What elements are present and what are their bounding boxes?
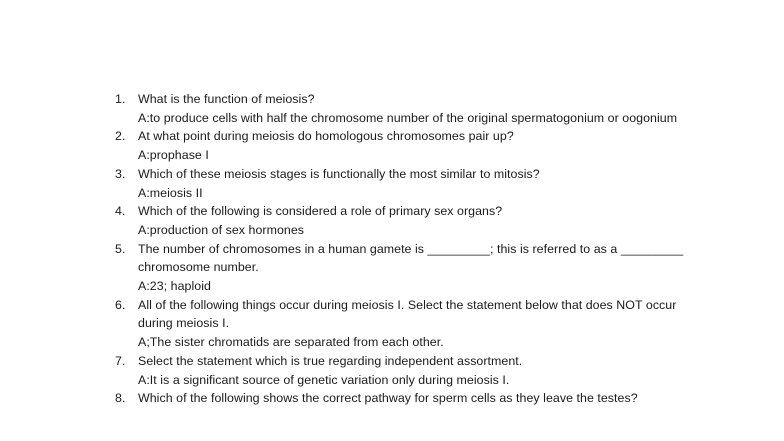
document-page [0,90,784,408]
question-list [0,90,784,408]
question-item-5 [0,240,698,296]
question-text: Which of these meiosis stages is functionally the most similar to mitosis? [138,166,540,181]
question-item-3 [0,165,698,202]
question-number: 5. [115,241,126,256]
question-item-4 [0,202,698,239]
question-number: 4. [115,204,126,219]
answer-text: A;The sister chromatids are separated from each other. [138,335,444,350]
question-item-1 [0,90,698,127]
question-text: What is the function of meiosis? [138,92,315,106]
question-number: 3. [115,166,126,181]
question-number: 6. [115,297,126,312]
question-item-8 [0,389,698,408]
question-text: The number of chromosomes in a human gamete is _________; this is referred to as a _________ chromosome number. [138,241,684,275]
question-text: At what point during meiosis do homologous chromosomes pair up? [138,129,514,144]
question-number: 7. [115,353,126,368]
question-item-6 [0,296,698,352]
question-number: 8. [115,391,126,406]
answer-text: A:production of sex hormones [138,222,305,237]
answer-text: A:meiosis II [138,185,203,200]
question-number: 2. [115,129,126,144]
question-number: 1. [115,92,126,106]
question-text: Select the statement which is true regarding independent assortment. [138,353,523,368]
answer-text: A:It is a significant source of genetic variation only during meiosis I. [138,372,510,387]
question-item-2 [0,127,698,164]
question-text: Which of the following is considered a role of primary sex organs? [138,204,503,219]
question-text: All of the following things occur during meiosis I. Select the statement below that does NOT occur during meiosis I. [138,297,677,331]
answer-text: A:23; haploid [138,279,211,294]
answer-text: A:to produce cells with half the chromosome number of the original spermatogonium or oogonium [138,110,678,125]
question-text: Which of the following shows the correct pathway for sperm cells as they leave the testes? [138,391,638,406]
answer-text: A:prophase I [138,148,209,163]
question-item-7 [0,352,698,389]
